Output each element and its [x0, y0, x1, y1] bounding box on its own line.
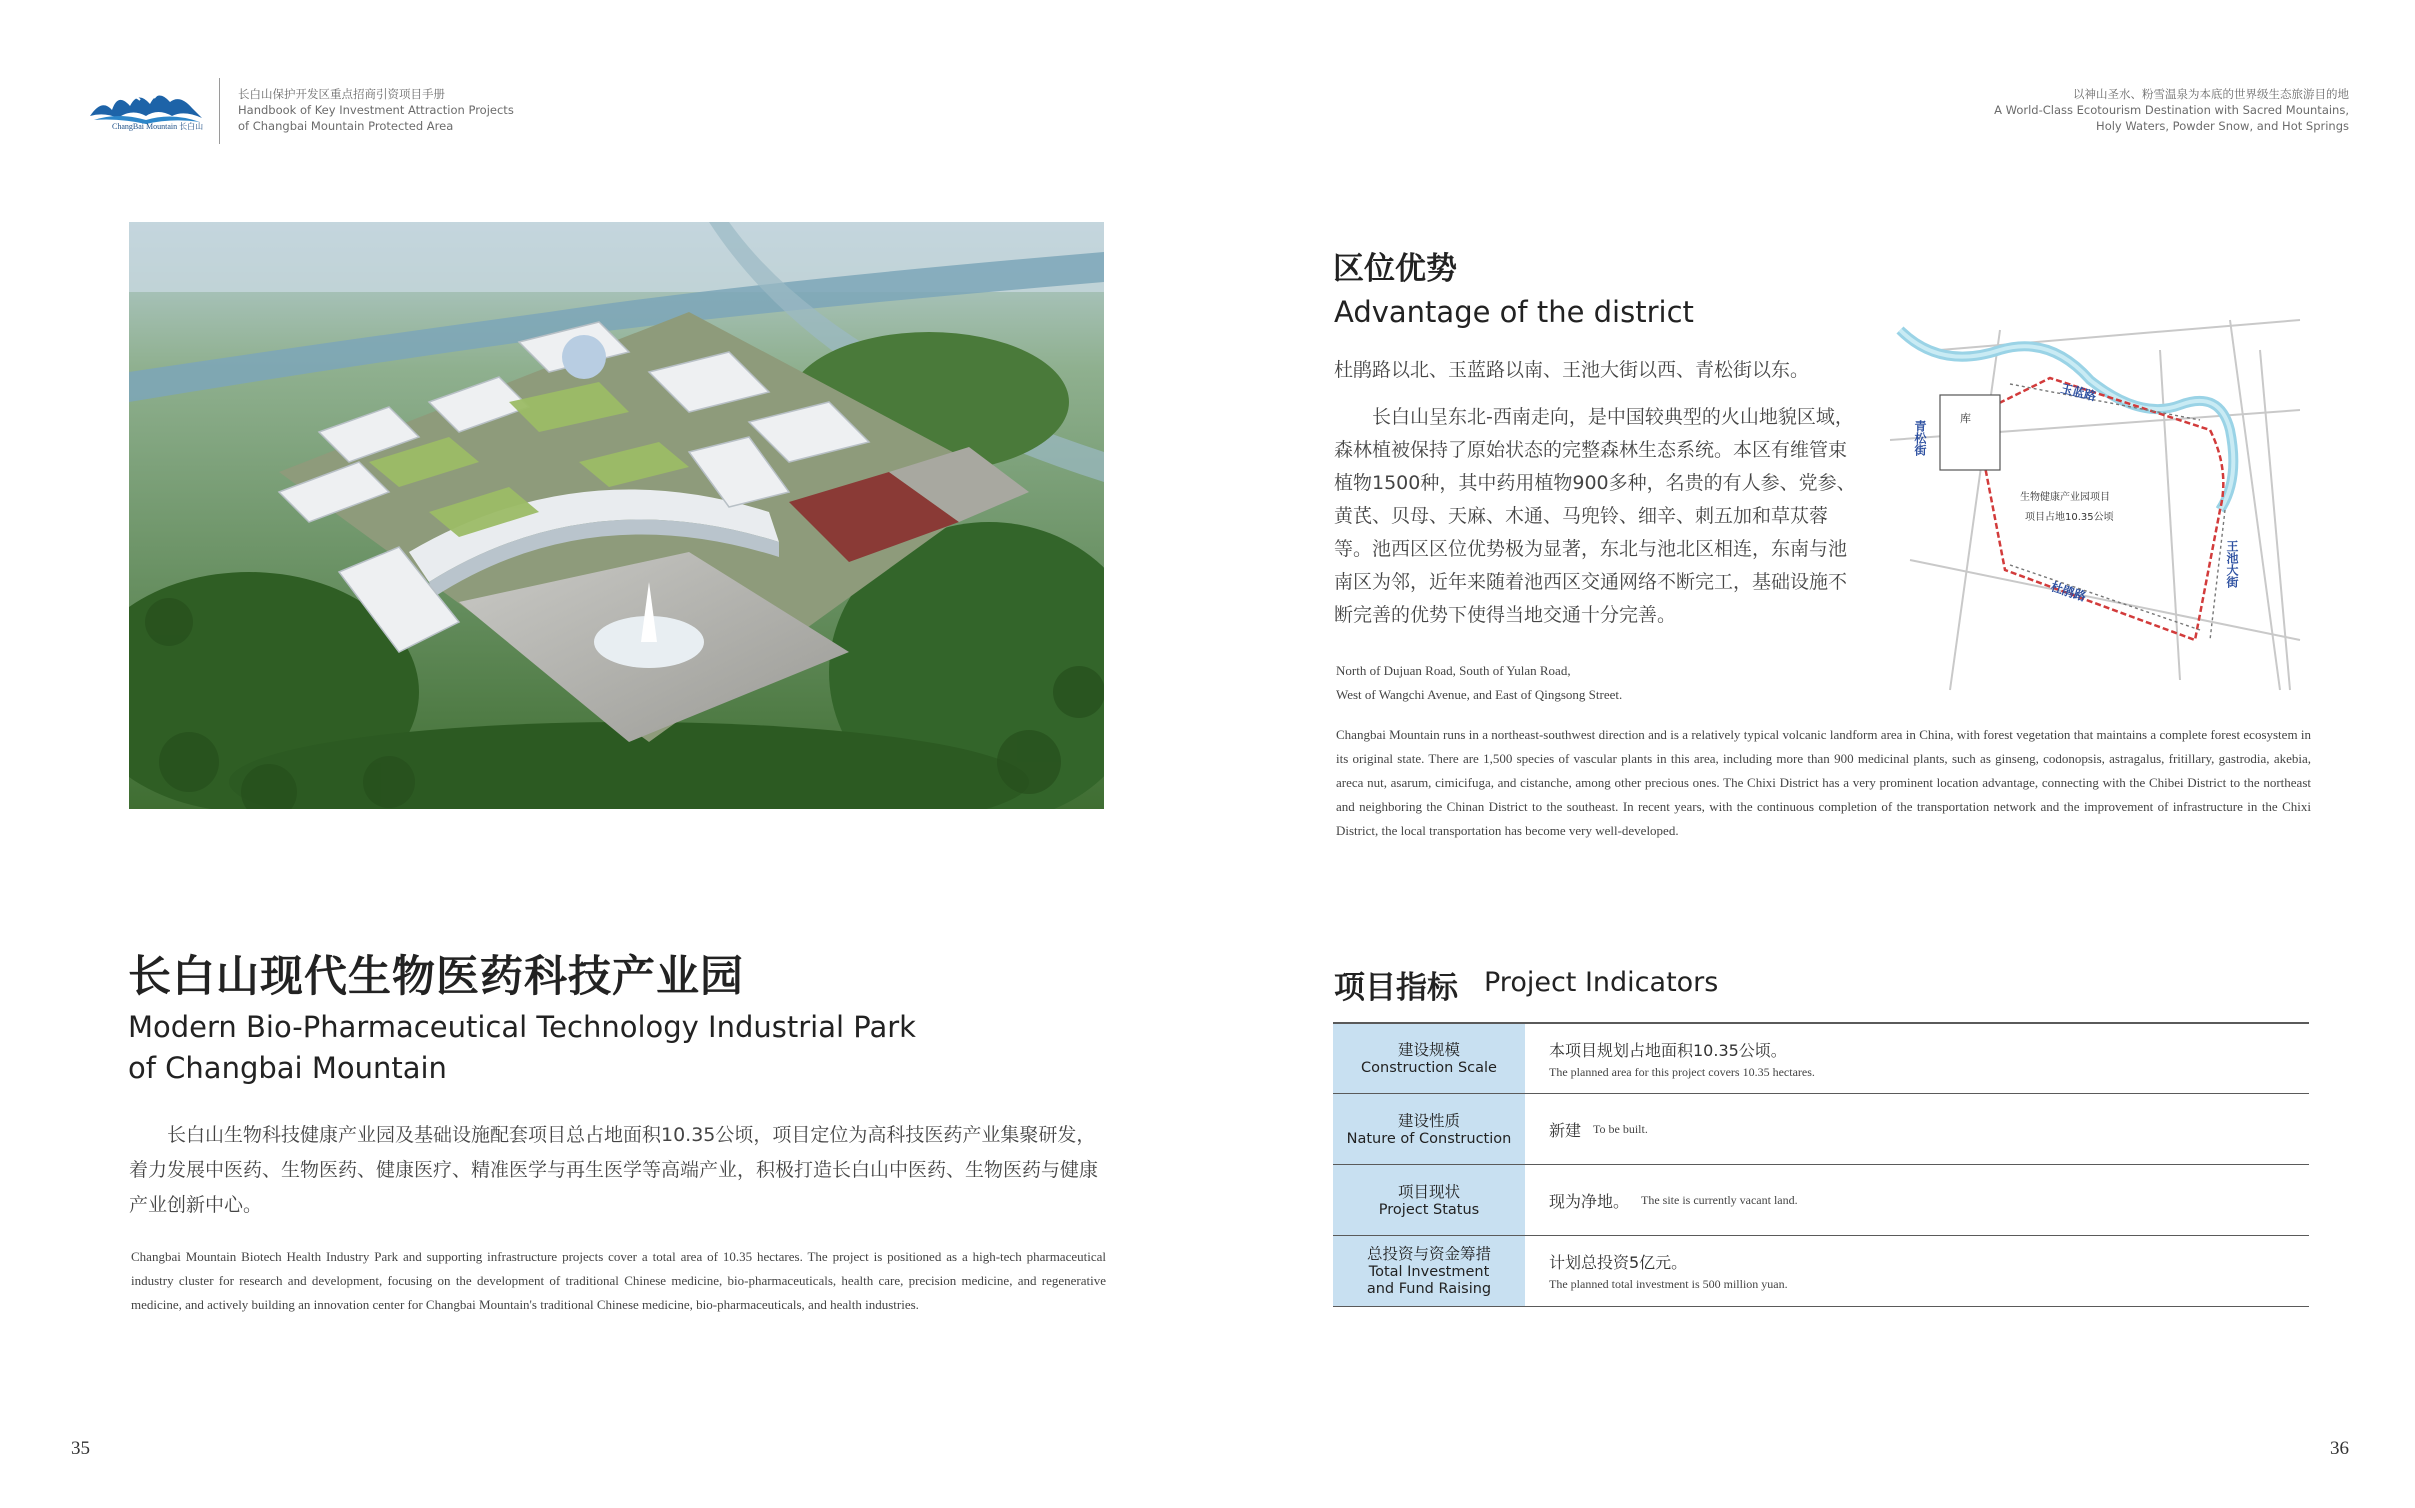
header-divider [219, 78, 220, 144]
project-description-en: Changbai Mountain Biotech Health Industry Park and supporting infrastructure projects cover a total area of 10.35 hectares. The project is positioned as a high-tech pharmaceutical industry cluster for research and development, focusing on the development of traditional Chinese medicine, bio-pharmaceuticals, health care, precision medicine, and regenerative medicine, and actively building an innovation center for Changbai Mountain's traditional Chinese medicine, bio-pharmaceuticals, and health industries. [131, 1249, 1106, 1312]
indicator-label-en: Total Investment [1368, 1264, 1490, 1280]
district-text-cn: 长白山呈东北-西南走向，是中国较典型的火山地貌区域，森林植被保持了原始状态的完整森林生态系统。本区有维管束植物1500种，其中药用植物900多种，名贵的有人参、党参、黄芪、贝母、天麻、木通、马兜铃、细辛、刺五加和草苁蓉等。池西区区位优势极为显著，东北与池北区相连，东南与池南区为邻，近年来随着池西区交通网络不断完工，基础设施不断完善的优势下使得当地交通十分完善。 [1334, 406, 1856, 626]
map-area-label-line1: 生物健康产业园项目 [2020, 492, 2110, 503]
indicator-value-cn: 计划总投资5亿元。 [1549, 1253, 1688, 1272]
map-road-south-label: 杜鹃路 [2049, 579, 2088, 604]
indicators-title-cn: 项目指标 [1334, 970, 1458, 1006]
indicator-value-cell [1525, 1165, 1798, 1235]
indicator-label-en: and Fund Raising [1366, 1281, 1492, 1297]
indicator-value-cn: 现为净地。 [1549, 1191, 1630, 1211]
logo-text: ChangBai Mountain 长白山 [112, 122, 204, 131]
indicator-row-total-investment [1333, 1236, 2309, 1307]
project-title-en [128, 1007, 1128, 1089]
indicator-label-cn: 项目现状 [1397, 1182, 1460, 1201]
map-road-north-label: 玉蓝路 [2059, 381, 2098, 404]
map-area-label-line2: 项目占地10.35公顷 [2025, 512, 2114, 523]
changbai-mountain-logo [88, 78, 206, 144]
indicators-table [1333, 1022, 2309, 1307]
indicator-value-cell [1525, 1236, 1788, 1306]
header-right-line: Holy Waters, Powder Snow, and Hot Springs [2096, 119, 2349, 133]
indicator-value-cn: 本项目规划占地面积10.35公顷。 [1549, 1040, 1787, 1060]
indicator-label-cn: 总投资与资金筹措 [1366, 1245, 1491, 1263]
indicator-label-cn: 建设规模 [1397, 1041, 1460, 1059]
indicator-row-construction-scale [1333, 1022, 2309, 1094]
page-number-right: 36 [2330, 1438, 2349, 1459]
indicator-label-cell [1333, 1165, 1525, 1235]
indicator-label-en: Construction Scale [1361, 1060, 1497, 1076]
page-number-left: 35 [71, 1438, 90, 1459]
indicator-label-en: Project Status [1378, 1201, 1480, 1218]
indicator-value-en: The site is currently vacant land. [1641, 1192, 1798, 1207]
header-right-line: 以神山圣水、粉雪温泉为本底的世界级生态旅游目的地 [2073, 87, 2349, 101]
indicator-label-cell [1333, 1024, 1525, 1093]
industrial-park-aerial-rendering [129, 222, 1104, 809]
site-location-map [1880, 310, 2310, 695]
map-warehouse-label: 库 [1960, 412, 1971, 425]
header-left-line: 长白山保护开发区重点招商引资项目手册 [238, 87, 445, 101]
project-title-en-line: Modern Bio-Pharmaceutical Technology Industrial Park [128, 1010, 916, 1044]
indicator-value-en: To be built. [1593, 1121, 1648, 1136]
district-title-en: Advantage of the district [1334, 295, 1694, 329]
indicator-value-cell [1525, 1094, 1648, 1164]
map-road-west-label: 青松街 [1913, 420, 1927, 456]
indicator-label-cn: 建设性质 [1397, 1111, 1460, 1130]
indicator-value-cell [1525, 1024, 1815, 1093]
header-left-line: Handbook of Key Investment Attraction Projects [238, 103, 514, 117]
district-text-en: Changbai Mountain runs in a northeast-southwest direction and is a relatively typical volcanic landform area in China, with forest vegetation that maintains a complete forest ecosystem in its original state. There are 1,500 species of vascular plants in this area, including more than 900 medicinal plants, such as ginseng, codonopsis, astragalus, fritillary, gastrodia, akebia, areca nut, asarum, cimicifuga, and cistanche, among other precious ones. The Chixi District has a very prominent location advantage, connecting with the Chibei District to the northeast and neighboring the Chinan District to the southeast. In recent years, with the continuous completion of the transportation network and the improvement of infrastructure in the Chixi District, the local transportation has become very well-developed. [1336, 727, 2311, 838]
district-address-en [1336, 659, 1622, 707]
header-right-line: A World-Class Ecotourism Destination with Sacred Mountains, [1994, 103, 2349, 117]
indicator-label-en: Nature of Construction [1346, 1130, 1512, 1147]
indicators-title-en: Project Indicators [1484, 967, 1719, 998]
indicator-label-cell [1333, 1236, 1525, 1306]
district-address-en-line: West of Wangchi Avenue, and East of Qingsong Street. [1336, 687, 1623, 702]
indicator-value-cn: 新建 [1549, 1120, 1582, 1140]
project-title-cn: 长白山现代生物医药科技产业园 [128, 952, 744, 1002]
project-description-cn: 长白山生物科技健康产业园及基础设施配套项目总占地面积10.35公顷，项目定位为高科技医药产业集聚研发，着力发展中医药、生物医药、健康医疗、精准医学与再生医学等高端产业，积极打造长白山中医药、生物医药与健康产业创新中心。 [129, 1124, 1099, 1216]
district-address-cn: 杜鹃路以北、玉蓝路以南、王池大街以西、青松街以东。 [1334, 359, 1810, 381]
header-slogan [1994, 86, 2349, 134]
project-title-en-line: of Changbai Mountain [128, 1051, 447, 1085]
header-left-line: of Changbai Mountain Protected Area [238, 119, 454, 133]
indicator-value-en: The planned total investment is 500 million yuan. [1549, 1277, 1788, 1291]
indicator-label-cell [1333, 1094, 1525, 1164]
indicator-value-en: The planned area for this project covers 10.35 hectares. [1549, 1064, 1815, 1079]
map-road-east-label: 王池大街 [2225, 540, 2239, 588]
indicator-row-project-status [1333, 1165, 2309, 1236]
district-title-cn: 区位优势 [1333, 251, 1457, 287]
district-address-en-line: North of Dujuan Road, South of Yulan Road, [1336, 663, 1571, 678]
indicator-row-nature-of-construction [1333, 1094, 2309, 1165]
header-handbook-title [238, 86, 514, 134]
